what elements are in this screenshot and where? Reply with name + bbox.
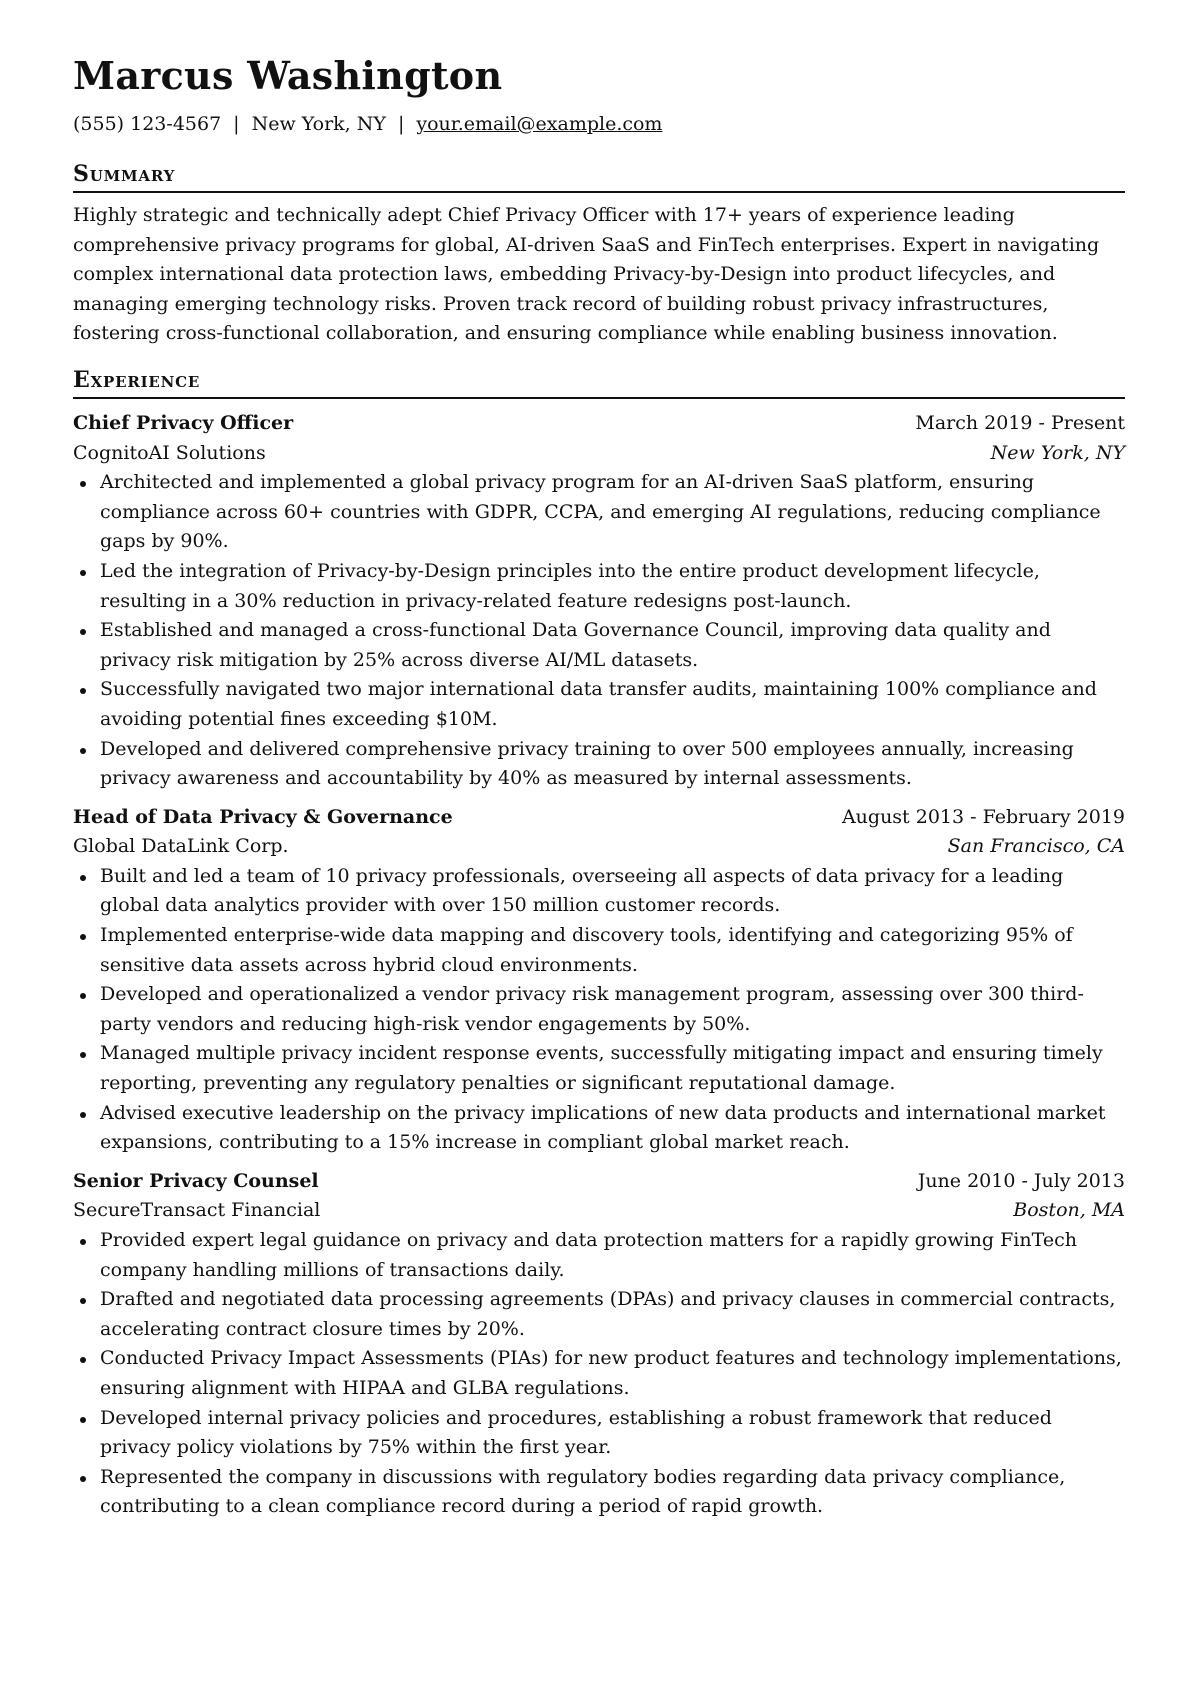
- phone-number: (555) 123-4567: [73, 113, 222, 135]
- job-entry: [73, 803, 1125, 1158]
- bullet-item: [73, 468, 1125, 557]
- job-header-row: [73, 409, 1125, 439]
- bullet-dot-icon: [80, 748, 86, 754]
- summary-heading: Summary: [73, 161, 1125, 193]
- job-entry: [73, 1167, 1125, 1522]
- bullet-item: [73, 1285, 1125, 1344]
- bullet-text: Architected and implemented a global privacy program for an AI-driven SaaS platform, ensuring compliance across 60+ countries with GDPR, CCPA, and emerging AI regulations, reducing compliance gaps by 90%.: [100, 471, 1101, 553]
- job-location: New York, NY: [990, 441, 1125, 464]
- job-title: Chief Privacy Officer: [73, 411, 294, 434]
- email-link[interactable]: your.email@example.com: [416, 113, 663, 135]
- bullet-dot-icon: [80, 629, 86, 635]
- contact-line: [73, 111, 1125, 137]
- contact-separator: |: [233, 113, 240, 135]
- bullet-item: [73, 862, 1125, 921]
- bullet-text: Developed internal privacy policies and procedures, establishing a robust framework that reduced privacy policy violations by 75% within the first year.: [100, 1406, 1052, 1459]
- job-location: Boston, MA: [1013, 1199, 1125, 1222]
- bullet-dot-icon: [80, 1417, 86, 1423]
- resume-page: [73, 54, 1125, 1522]
- bullet-dot-icon: [80, 934, 86, 940]
- bullet-item: [73, 616, 1125, 675]
- job-dates: March 2019 - Present: [915, 411, 1125, 434]
- location-text: New York, NY: [251, 113, 386, 135]
- company-name: SecureTransact Financial: [73, 1199, 321, 1222]
- bullet-text: Developed and delivered comprehensive privacy training to over 500 employees annually, increasing privacy awareness and accountability by 40% as measured by internal assessments.: [100, 737, 1074, 790]
- job-bullets: [73, 1226, 1125, 1522]
- bullet-dot-icon: [80, 688, 86, 694]
- bullet-text: Represented the company in discussions with regulatory bodies regarding data privacy compliance, contributing to a clean compliance record during a period of rapid growth.: [100, 1465, 1066, 1518]
- bullet-item: [73, 1099, 1125, 1158]
- job-entry: [73, 409, 1125, 794]
- job-dates: June 2010 - July 2013: [917, 1169, 1125, 1192]
- bullet-item: [73, 921, 1125, 980]
- bullet-text: Conducted Privacy Impact Assessments (PIAs) for new product features and technology implementations, ensuring alignment with HIPAA and GLBA regulations.: [100, 1347, 1122, 1399]
- candidate-name: Marcus Washington: [73, 53, 503, 98]
- bullet-item: [73, 1344, 1125, 1403]
- bullet-text: Established and managed a cross-functional Data Governance Council, improving data quality and privacy risk mitigation by 25% across diverse AI/ML datasets.: [100, 619, 1051, 671]
- bullet-text: Managed multiple privacy incident response events, successfully mitigating impact and ensuring timely reporting, preventing any regulatory penalties or significant reputational damage.: [100, 1042, 1103, 1095]
- bullet-item: [73, 557, 1125, 616]
- experience-heading: Experience: [73, 367, 1125, 399]
- bullet-dot-icon: [80, 875, 86, 881]
- bullet-dot-icon: [80, 1298, 86, 1304]
- summary-text: Highly strategic and technically adept Chief Privacy Officer with 17+ years of experience leading comprehensive privacy programs for global, AI-driven SaaS and FinTech enterprises. Expert in navigating complex international data protection laws, embedding Privacy-by-Design into product lifecycles, and managing emerging technology risks. Proven track record of building robust privacy infrastructures, fostering cross-functional collaboration, and ensuring compliance while enabling business innovation.: [73, 204, 1100, 345]
- bullet-text: Advised executive leadership on the privacy implications of new data products and international market expansions, contributing to a 15% increase in compliant global market reach.: [100, 1101, 1106, 1154]
- bullet-item: [73, 735, 1125, 794]
- bullet-dot-icon: [80, 1357, 86, 1363]
- bullet-item: [73, 675, 1125, 734]
- bullet-dot-icon: [80, 481, 86, 487]
- bullet-item: [73, 1404, 1125, 1463]
- job-header-row: [73, 1167, 1125, 1197]
- bullet-text: Provided expert legal guidance on privacy and data protection matters for a rapidly growing FinTech company handling millions of transactions daily.: [100, 1229, 1077, 1281]
- bullet-dot-icon: [80, 1052, 86, 1058]
- job-location: San Francisco, CA: [947, 835, 1125, 858]
- bullet-item: [73, 980, 1125, 1039]
- bullet-dot-icon: [80, 1112, 86, 1118]
- company-name: CognitoAI Solutions: [73, 441, 266, 464]
- bullet-dot-icon: [80, 993, 86, 999]
- contact-separator: |: [397, 113, 405, 135]
- experience-list: [73, 409, 1125, 1522]
- bullet-dot-icon: [80, 1239, 86, 1245]
- job-dates: August 2013 - February 2019: [841, 805, 1125, 828]
- bullet-item: [73, 1039, 1125, 1098]
- job-company-row: [73, 832, 1125, 862]
- job-header-row: [73, 803, 1125, 833]
- bullet-item: [73, 1463, 1125, 1522]
- bullet-text: Drafted and negotiated data processing agreements (DPAs) and privacy clauses in commercial contracts, accelerating contract closure times by 20%.: [100, 1288, 1116, 1340]
- job-bullets: [73, 862, 1125, 1158]
- bullet-dot-icon: [80, 570, 86, 576]
- job-title: Head of Data Privacy & Governance: [73, 805, 453, 828]
- bullet-dot-icon: [80, 1476, 86, 1482]
- bullet-text: Implemented enterprise-wide data mapping and discovery tools, identifying and categorizing 95% of sensitive data assets across hybrid cloud environments.: [100, 924, 1073, 976]
- bullet-text: Led the integration of Privacy-by-Design principles into the entire product development lifecycle, resulting in a 30% reduction in privacy-related feature redesigns post-launch.: [100, 559, 1040, 612]
- job-company-row: [73, 1196, 1125, 1226]
- job-title: Senior Privacy Counsel: [73, 1169, 319, 1192]
- job-bullets: [73, 468, 1125, 794]
- bullet-text: Built and led a team of 10 privacy professionals, overseeing all aspects of data privacy for a leading global data analytics provider with over 150 million customer records.: [100, 864, 1064, 917]
- bullet-text: Successfully navigated two major international data transfer audits, maintaining 100% compliance and avoiding potential fines exceeding $10M.: [100, 678, 1097, 730]
- company-name: Global DataLink Corp.: [73, 835, 289, 858]
- bullet-text: Developed and operationalized a vendor privacy risk management program, assessing over 300 third-party vendors and reducing high-risk vendor engagements by 50%.: [100, 983, 1084, 1035]
- job-company-row: [73, 439, 1125, 469]
- bullet-item: [73, 1226, 1125, 1285]
